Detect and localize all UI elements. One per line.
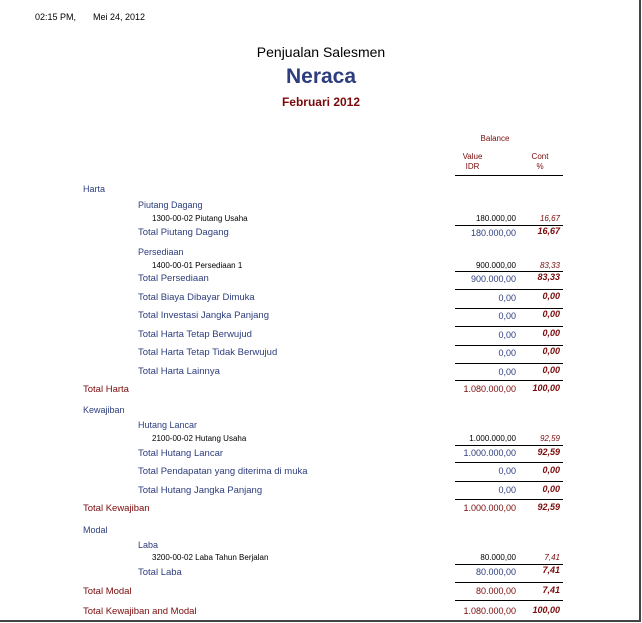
print-date: Mei 24, 2012 — [93, 12, 146, 22]
account-row-persediaan: 1400-00-01 Persediaan 1 — [152, 261, 243, 270]
account-value: 1.000.000,00 — [469, 434, 516, 443]
rule — [455, 481, 563, 482]
rule — [455, 380, 563, 381]
total-modal: Total Modal — [83, 586, 132, 597]
account-percent: 92,59 — [539, 434, 560, 443]
total-harta: Total Harta — [83, 384, 129, 395]
total-value: 180.000,00 — [470, 228, 516, 238]
total-hutang-jangka-panjang: Total Hutang Jangka Panjang — [138, 485, 263, 496]
total-percent: 0,00 — [542, 484, 560, 494]
print-time: 02:15 PM, — [35, 12, 77, 22]
total-value: 0,00 — [498, 311, 516, 321]
report-period: Februari 2012 — [281, 95, 361, 109]
total-laba: Total Laba — [138, 567, 182, 578]
cont-header: Cont — [531, 152, 549, 161]
account-row-piutang: 1300-00-02 Piutang Usaha — [152, 214, 248, 223]
company-name: Penjualan Salesmen — [256, 44, 386, 60]
total-percent: 100,00 — [532, 383, 560, 393]
balance-header: Balance — [480, 134, 510, 143]
rule — [455, 326, 563, 327]
section-harta: Harta — [83, 184, 106, 194]
rule — [455, 499, 563, 500]
total-value: 1.000.000,00 — [463, 448, 516, 458]
rule — [455, 462, 563, 463]
account-percent: 16,67 — [539, 214, 560, 223]
total-value: 80.000,00 — [475, 586, 516, 596]
total-percent: 16,67 — [537, 226, 560, 236]
idr-header: IDR — [465, 162, 480, 171]
total-percent: 0,00 — [542, 291, 560, 301]
total-value: 1.080.000,00 — [463, 384, 516, 394]
total-value: 0,00 — [498, 330, 516, 340]
account-row-laba: 3200-00-02 Laba Tahun Berjalan — [152, 553, 269, 562]
total-value: 80.000,00 — [475, 567, 516, 577]
value-header: Value — [462, 152, 483, 161]
total-value: 0,00 — [498, 466, 516, 476]
total-percent: 0,00 — [542, 309, 560, 319]
total-value: 1.080.000,00 — [463, 606, 516, 616]
group-piutang-dagang: Piutang Dagang — [138, 200, 203, 210]
total-kewajiban-and-modal: Total Kewajiban and Modal — [83, 606, 197, 617]
account-percent: 7,41 — [544, 553, 560, 562]
total-biaya-dibayar-dimuka: Total Biaya Dibayar Dimuka — [138, 292, 255, 303]
total-percent: 92,59 — [537, 447, 560, 457]
total-harta-lainnya: Total Harta Lainnya — [138, 366, 220, 377]
rule — [455, 600, 563, 601]
total-kewajiban: Total Kewajiban — [83, 503, 150, 514]
total-percent: 0,00 — [542, 465, 560, 475]
total-percent: 100,00 — [532, 605, 560, 615]
account-value: 80.000,00 — [480, 553, 516, 562]
group-hutang-lancar: Hutang Lancar — [138, 420, 198, 430]
rule — [455, 582, 563, 583]
total-hutang-lancar: Total Hutang Lancar — [138, 448, 224, 459]
total-harta-tetap-tidak-berwujud: Total Harta Tetap Tidak Berwujud — [138, 347, 278, 358]
rule — [455, 363, 563, 364]
section-modal: Modal — [83, 525, 108, 535]
total-investasi-jangka-panjang: Total Investasi Jangka Panjang — [138, 310, 269, 321]
section-kewajiban: Kewajiban — [83, 405, 125, 415]
account-value: 180.000,00 — [475, 214, 516, 223]
account-percent: 83,33 — [539, 261, 560, 270]
total-persediaan: Total Persediaan — [138, 273, 209, 284]
total-percent: 7,41 — [542, 585, 560, 595]
total-percent: 0,00 — [542, 328, 560, 338]
header-rule — [455, 175, 563, 176]
account-value: 900.000,00 — [475, 261, 516, 270]
rule — [455, 445, 563, 446]
group-persediaan: Persediaan — [138, 247, 184, 257]
pct-header: % — [536, 162, 544, 171]
total-percent: 83,33 — [537, 272, 560, 282]
total-piutang-dagang: Total Piutang Dagang — [138, 227, 229, 238]
total-value: 0,00 — [498, 348, 516, 358]
report-title: Neraca — [285, 65, 357, 88]
total-percent: 7,41 — [542, 565, 560, 575]
total-percent: 92,59 — [537, 502, 560, 512]
total-value: 0,00 — [498, 293, 516, 303]
total-harta-tetap-berwujud: Total Harta Tetap Berwujud — [138, 329, 252, 340]
total-percent: 0,00 — [542, 346, 560, 356]
rule — [455, 289, 563, 290]
account-row-hutang: 2100-00-02 Hutang Usaha — [152, 434, 247, 443]
total-value: 1.000.000,00 — [463, 503, 516, 513]
total-value: 0,00 — [498, 485, 516, 495]
total-value: 0,00 — [498, 367, 516, 377]
total-pendapatan-diterima-dimuka: Total Pendapatan yang diterima di muka — [138, 466, 308, 477]
group-laba: Laba — [138, 540, 159, 550]
total-percent: 0,00 — [542, 365, 560, 375]
total-value: 900.000,00 — [470, 274, 516, 284]
